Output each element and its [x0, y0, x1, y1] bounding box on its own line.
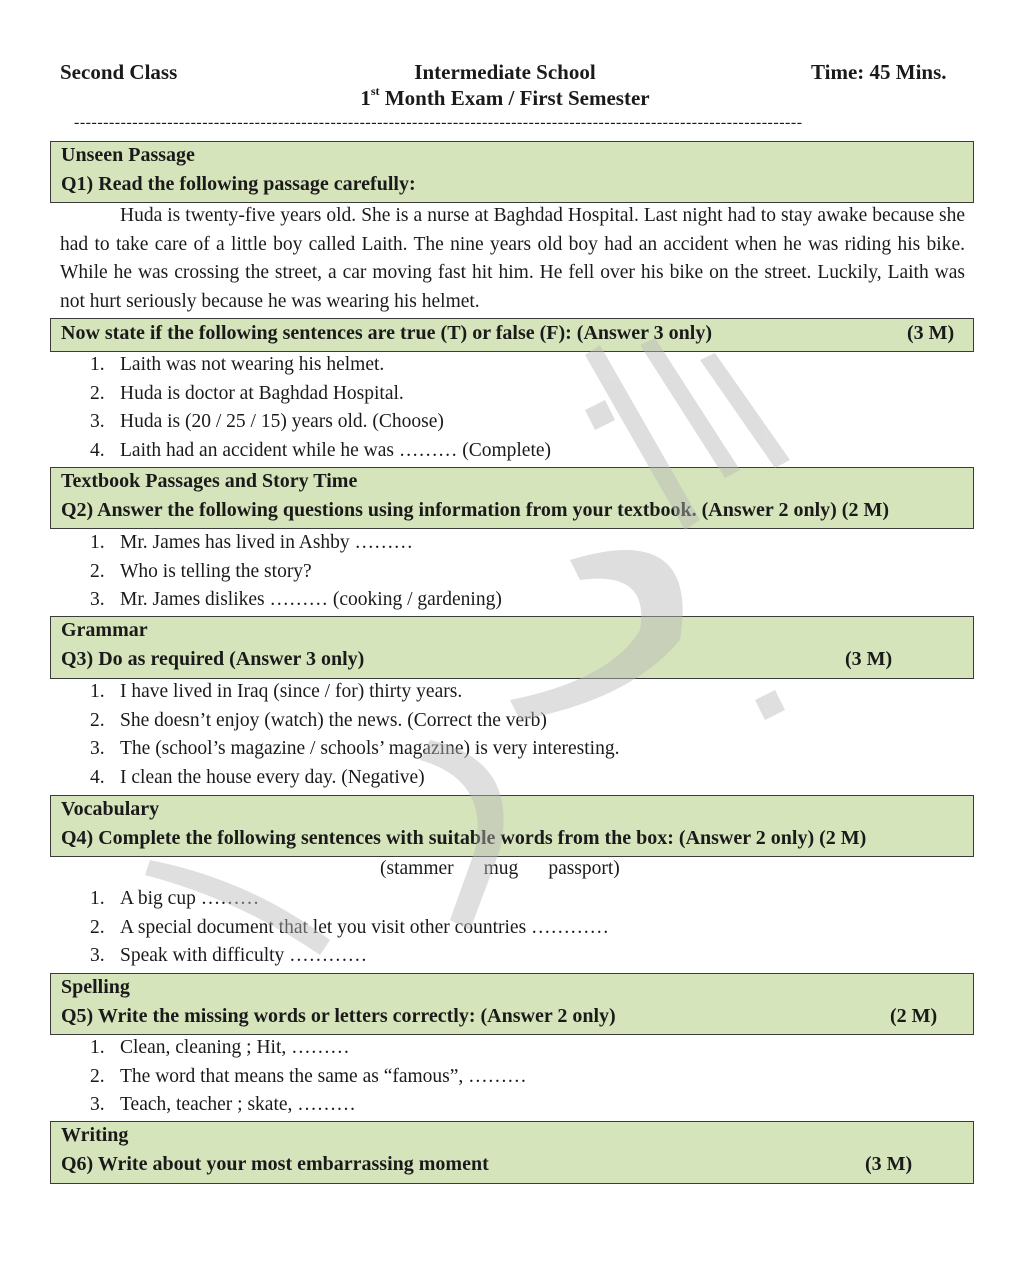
list-item — [90, 558, 502, 587]
item-number: 3. — [90, 411, 105, 433]
item-number: 4. — [90, 440, 105, 462]
q5-title: Q5) Write the missing words or letters correctly: (Answer 2 only) — [61, 1005, 616, 1027]
item-text: Teach, teacher ; skate, ……… — [120, 1094, 356, 1116]
q1-instruction-box — [50, 318, 974, 352]
item-number: 2. — [90, 560, 105, 582]
q2-items — [90, 529, 502, 615]
class-label: Second Class — [60, 60, 178, 84]
item-text: Huda is (20 / 25 / 15) years old. (Choose) — [120, 411, 444, 433]
item-number: 2. — [90, 382, 105, 404]
list-item — [90, 1034, 527, 1063]
q2-title: Q2) Answer the following questions using information from your textbook. (Answer 2 only) (2 M) — [61, 499, 889, 521]
list-item — [90, 885, 609, 914]
item-text: Mr. James dislikes ……… (cooking / gardening) — [120, 589, 502, 611]
item-number: 1. — [90, 532, 105, 553]
list-item — [90, 529, 502, 558]
item-text: I clean the house every day. (Negative) — [120, 767, 425, 789]
q4-header-box — [50, 795, 974, 857]
item-text: Speak with difficulty ………… — [120, 945, 368, 967]
list-item — [90, 735, 619, 764]
exam-ordinal-suffix: st — [370, 84, 380, 98]
item-text: A big cup ……… — [120, 888, 260, 909]
item-number: 2. — [90, 1065, 105, 1087]
q5-header-box — [50, 973, 974, 1035]
q6-section-title: Writing — [61, 1124, 129, 1146]
item-number: 2. — [90, 709, 105, 731]
item-text: She doesn’t enjoy (watch) the news. (Correct the verb) — [120, 709, 547, 731]
item-text: Laith was not wearing his helmet. — [120, 354, 385, 375]
item-number: 3. — [90, 589, 105, 611]
list-item — [90, 437, 551, 466]
exam-time: Time: 45 Mins. — [811, 60, 947, 84]
watermark-stroke — [700, 353, 790, 468]
list-item — [90, 678, 619, 707]
q2-section-title: Textbook Passages and Story Time — [61, 470, 358, 492]
list-item — [90, 380, 551, 409]
q3-section-title: Grammar — [61, 619, 148, 641]
watermark-stroke — [640, 338, 740, 478]
q4-items — [90, 885, 609, 971]
q3-header-box — [50, 616, 974, 679]
q6-marks: (3 M) — [865, 1153, 913, 1175]
item-number: 3. — [90, 738, 105, 760]
item-number: 1. — [90, 1037, 105, 1058]
list-item — [90, 586, 502, 615]
item-number: 3. — [90, 945, 105, 967]
school-name: Intermediate School — [414, 60, 596, 84]
item-text: Mr. James has lived in Ashby ……… — [120, 532, 414, 553]
q1-header-box — [50, 141, 974, 203]
q1-passage-text: Huda is twenty-five years old. She is a nurse at Baghdad Hospital. Last night had to stay awake because she had to take care of a little boy called Laith. The nine years old boy had an accident when he was riding his bike. While he was crossing the street, a car moving fast hit him. He fell over his bike on the street. Luckily, Laith was not hurt seriously because he was wearing his helmet. — [60, 205, 965, 312]
list-item — [90, 942, 609, 971]
q3-items — [90, 678, 619, 793]
q4-section-title: Vocabulary — [61, 798, 160, 820]
exam-title-text: Month Exam / First Semester — [384, 86, 650, 110]
list-item — [90, 707, 619, 736]
list-item — [90, 914, 609, 943]
q1-passage — [60, 202, 965, 316]
word-option: passport) — [548, 858, 620, 879]
header-divider: ----------------------------------------------------------------------------------------------------------------------------- — [74, 114, 803, 131]
item-text: Laith had an accident while he was ……… (Complete) — [120, 440, 552, 462]
watermark-stroke — [755, 690, 785, 720]
item-number: 4. — [90, 767, 105, 789]
q1-marks: (3 M) — [907, 322, 955, 344]
item-number: 1. — [90, 681, 105, 702]
item-text: The (school’s magazine / schools’ magazine) is very interesting. — [120, 738, 620, 760]
item-number: 2. — [90, 916, 105, 938]
word-box — [380, 858, 650, 880]
list-item — [90, 1091, 527, 1120]
q5-section-title: Spelling — [61, 976, 130, 998]
item-text: Clean, cleaning ; Hit, ……… — [120, 1037, 350, 1058]
q3-title: Q3) Do as required (Answer 3 only) — [61, 648, 365, 670]
q1-section-title: Unseen Passage — [61, 144, 195, 166]
item-number: 3. — [90, 1094, 105, 1116]
list-item — [90, 408, 551, 437]
q2-header-box — [50, 467, 974, 529]
item-text: A special document that let you visit other countries ………… — [120, 916, 610, 938]
exam-ordinal: 1 — [360, 86, 371, 110]
item-text: Who is telling the story? — [120, 560, 312, 582]
item-number: 1. — [90, 888, 105, 909]
word-option: mug — [483, 858, 519, 879]
list-item — [90, 351, 551, 380]
item-number: 1. — [90, 354, 105, 375]
list-item — [90, 764, 619, 793]
q4-title: Q4) Complete the following sentences with suitable words from the box: (Answer 2 only) (2 M) — [61, 827, 867, 849]
q5-marks: (2 M) — [890, 1005, 938, 1027]
q1-instruction: Now state if the following sentences are true (T) or false (F): (Answer 3 only) — [61, 322, 712, 344]
item-text: I have lived in Iraq (since / for) thirty years. — [120, 681, 463, 702]
watermark-stroke — [585, 400, 615, 430]
item-text: Huda is doctor at Baghdad Hospital. — [120, 382, 404, 404]
q5-items — [90, 1034, 527, 1120]
item-text: The word that means the same as “famous”, ……… — [120, 1065, 527, 1087]
q1-title: Q1) Read the following passage carefully: — [61, 173, 416, 195]
word-option: (stammer — [380, 858, 454, 879]
list-item — [90, 1063, 527, 1092]
q6-title: Q6) Write about your most embarrassing moment — [61, 1153, 489, 1175]
q6-header-box — [50, 1121, 974, 1184]
q1-items — [90, 351, 551, 466]
exam-title — [300, 86, 710, 111]
q3-marks: (3 M) — [845, 648, 893, 670]
